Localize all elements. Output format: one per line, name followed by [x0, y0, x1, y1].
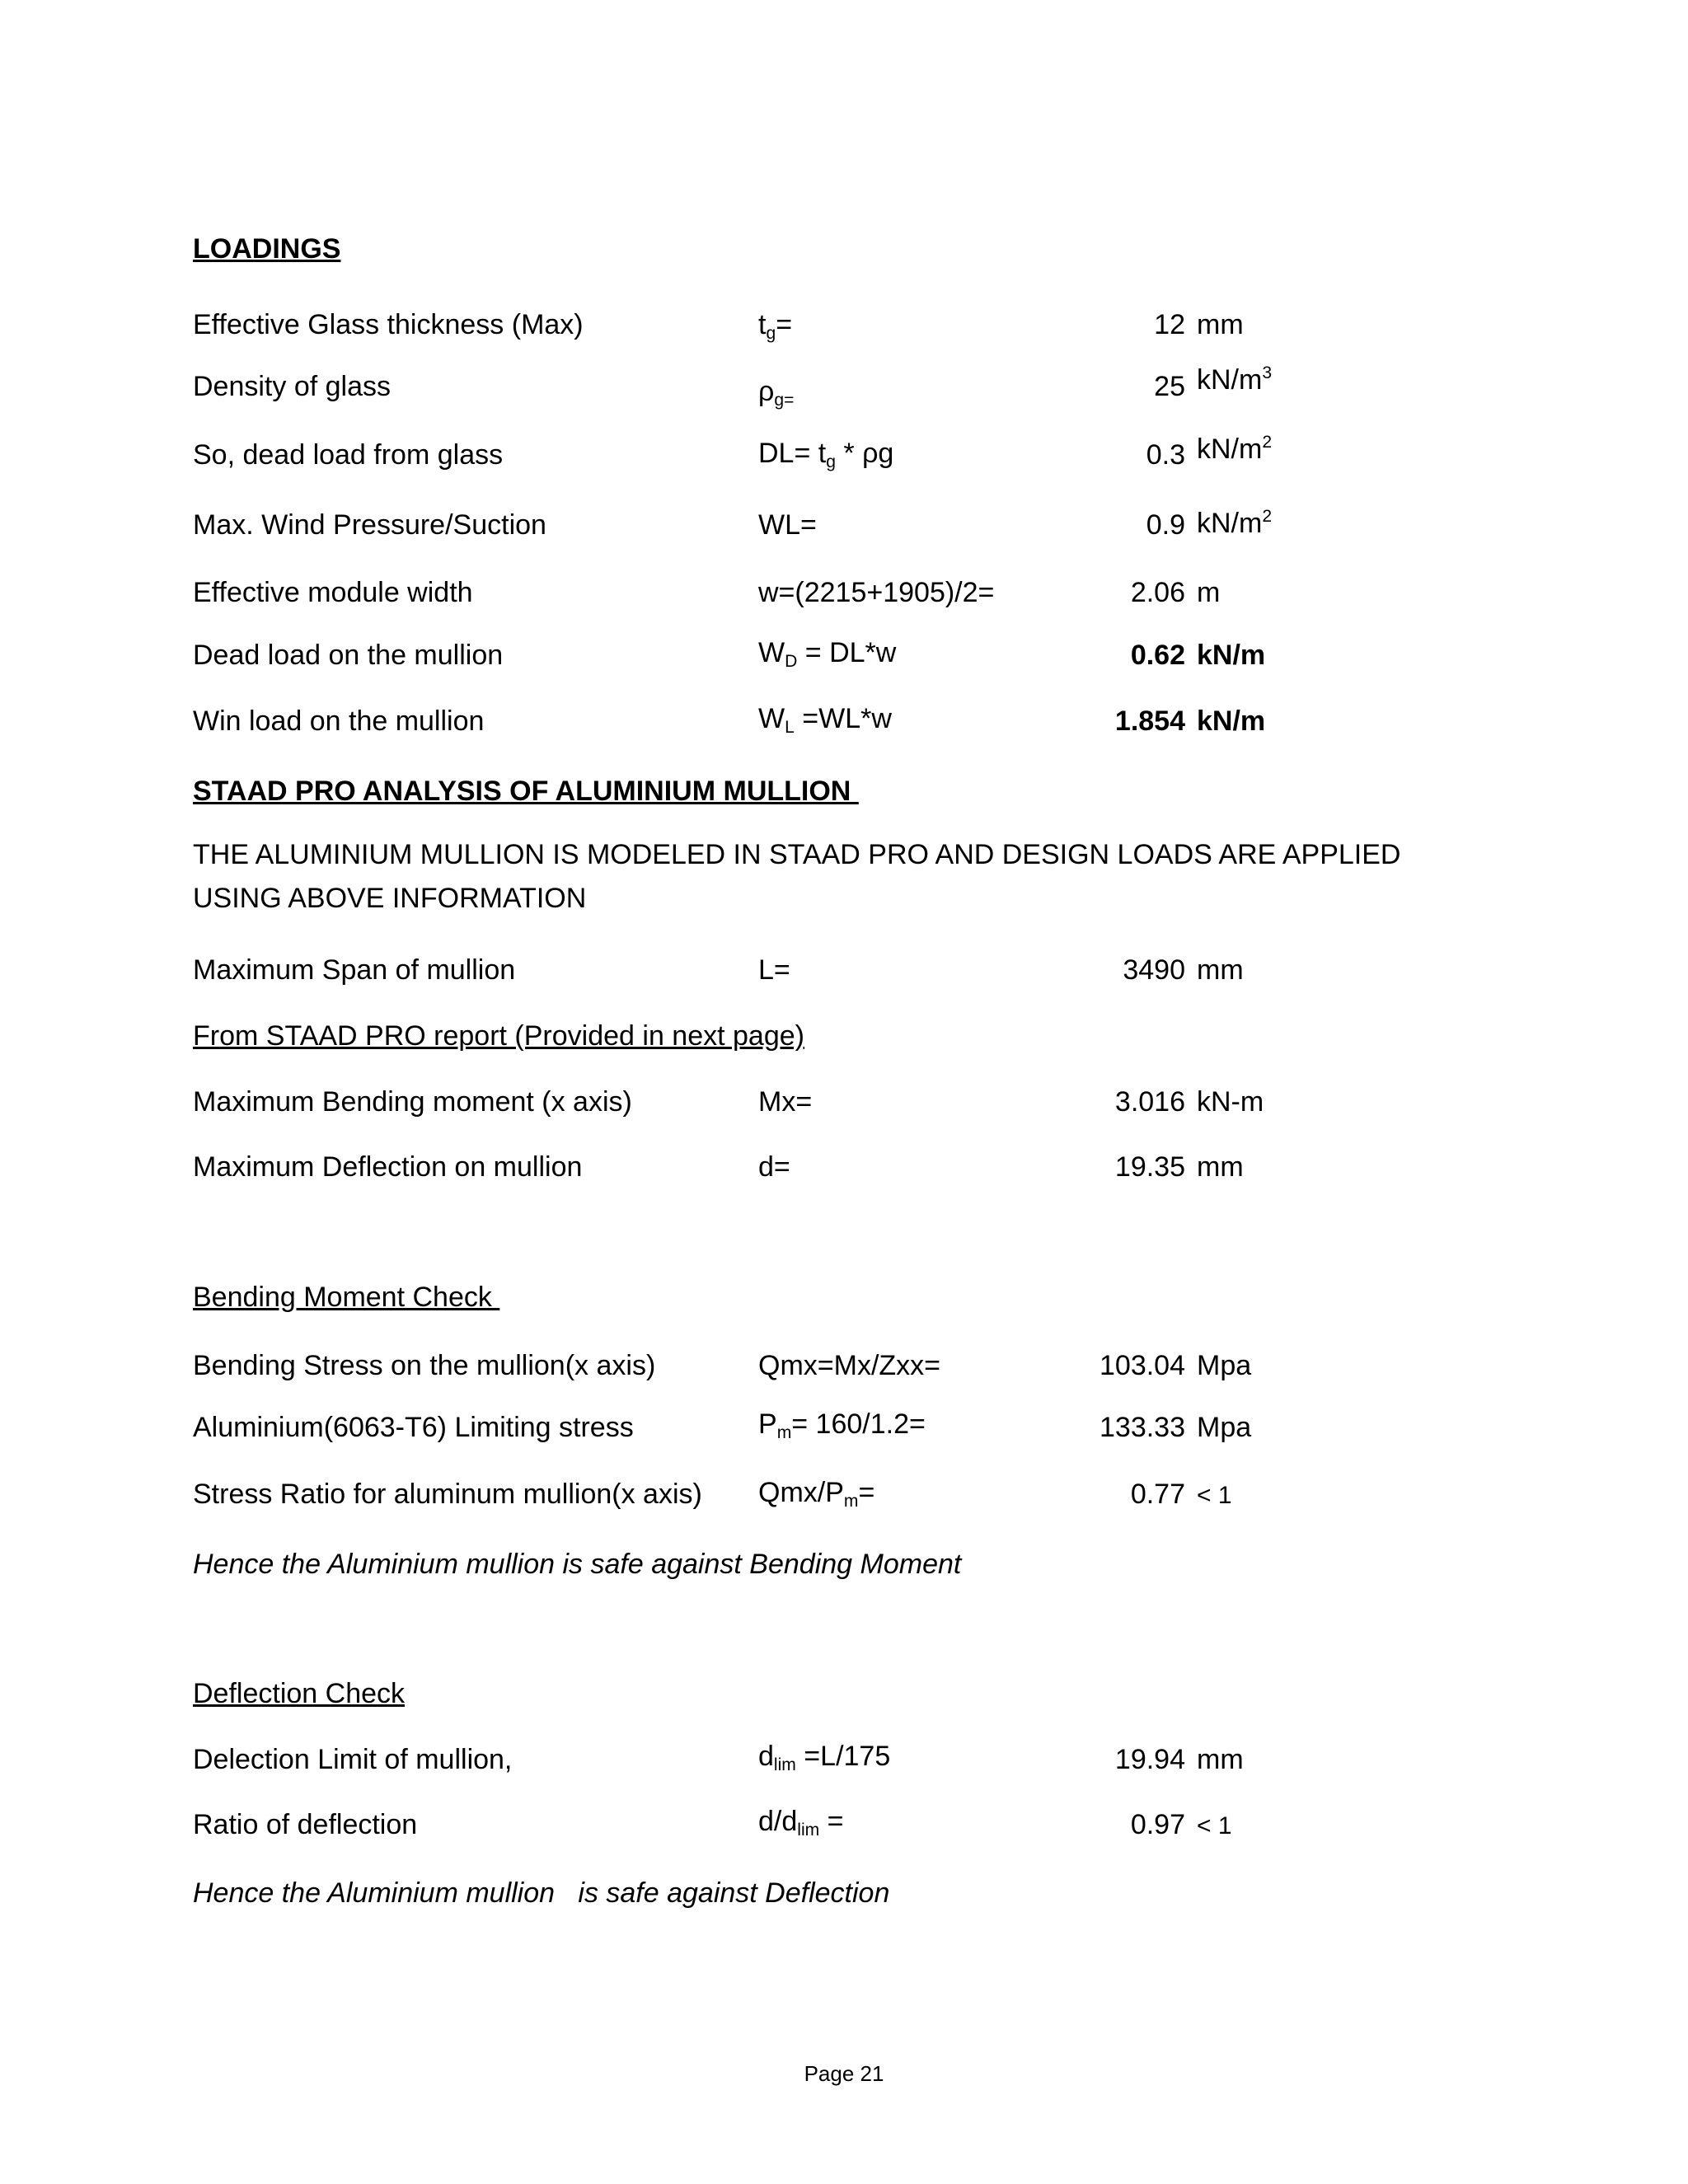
value-wind-pressure: 0.9	[1146, 509, 1185, 541]
value-glass-density: 25	[1154, 371, 1185, 402]
symbol-wind-load-mullion: $W_L =WL*w$	[758, 703, 892, 737]
page-number: Page 21	[804, 2061, 884, 2086]
value-max-deflection: 19.35	[1114, 1151, 1185, 1183]
symbol-wind-pressure: WL=	[758, 509, 817, 541]
bending-check-heading: Bending Moment Check	[193, 1282, 500, 1313]
unit-limiting-stress: Mpa	[1197, 1412, 1252, 1443]
label-dead-load-mullion: Dead load on the mullion	[193, 640, 504, 671]
value-glass-thickness: 12	[1154, 309, 1185, 340]
unit-deflection-limit: mm	[1197, 1744, 1244, 1775]
symbol-bending-moment: Mx=	[758, 1086, 813, 1118]
label-wind-load-mullion: Win load on the mullion	[193, 705, 485, 737]
value-dead-load-glass: 0.3	[1146, 439, 1185, 471]
label-bending-moment: Maximum Bending moment (x axis)	[193, 1086, 632, 1118]
staad-report-reference: From STAAD PRO report (Provided in next page)	[193, 1020, 804, 1052]
value-span: 3490	[1123, 954, 1185, 986]
label-span: Maximum Span of mullion	[193, 954, 516, 986]
symbol-module-width: w=(2215+1905)/2=	[758, 577, 995, 608]
unit-glass-thickness: mm	[1197, 309, 1244, 340]
unit-wind-load-mullion: kN/m	[1197, 705, 1266, 737]
label-glass-thickness: Effective Glass thickness (Max)	[193, 309, 584, 340]
unit-dead-load-mullion: kN/m	[1197, 640, 1266, 671]
staad-heading: STAAD PRO ANALYSIS OF ALUMINIUM MULLION	[193, 776, 859, 807]
symbol-glass-density: $\rho_{g=}$	[758, 376, 795, 410]
unit-stress-ratio: < 1	[1197, 1482, 1232, 1509]
label-wind-pressure: Max. Wind Pressure/Suction	[193, 509, 546, 541]
unit-bending-moment: kN-m	[1197, 1086, 1264, 1118]
symbol-bending-stress: Qmx=Mx/Zxx=	[758, 1350, 941, 1381]
deflection-check-heading: Deflection Check	[193, 1678, 406, 1709]
value-bending-moment: 3.016	[1114, 1086, 1185, 1118]
label-bending-stress: Bending Stress on the mullion(x axis)	[193, 1350, 656, 1381]
symbol-deflection-ratio: $d/d_{lim}$ =	[758, 1806, 844, 1840]
symbol-dead-load-mullion: $W_D = DL*w$	[758, 637, 897, 671]
value-deflection-ratio: 0.97	[1130, 1809, 1185, 1840]
label-stress-ratio: Stress Ratio for aluminum mullion(x axis)	[193, 1479, 702, 1510]
deflection-conclusion: Hence the Aluminium mullion is safe against Deflection	[193, 1877, 890, 1909]
value-dead-load-mullion: 0.62	[1130, 640, 1185, 671]
symbol-limiting-stress: $P_m= 160/1.2=$	[758, 1408, 926, 1442]
unit-max-deflection: mm	[1197, 1151, 1244, 1183]
symbol-span: L=	[758, 954, 790, 986]
symbol-deflection-limit: $d_{lim} =L/175$	[758, 1741, 891, 1774]
label-dead-load-glass: So, dead load from glass	[193, 439, 504, 471]
bending-conclusion: Hence the Aluminium mullion is safe against Bending Moment	[193, 1549, 962, 1580]
symbol-glass-thickness: $t_g=$	[758, 309, 793, 343]
label-max-deflection: Maximum Deflection on mullion	[193, 1151, 583, 1183]
value-deflection-limit: 19.94	[1114, 1744, 1185, 1775]
value-module-width: 2.06	[1130, 577, 1185, 608]
unit-deflection-ratio: < 1	[1197, 1812, 1232, 1840]
label-module-width: Effective module width	[193, 577, 473, 608]
value-bending-stress: 103.04	[1100, 1350, 1185, 1381]
unit-bending-stress: Mpa	[1197, 1350, 1252, 1381]
label-glass-density: Density of glass	[193, 371, 391, 402]
value-stress-ratio: 0.77	[1130, 1479, 1185, 1510]
value-limiting-stress: 133.33	[1100, 1412, 1185, 1443]
label-deflection-limit: Delection Limit of mullion,	[193, 1744, 513, 1775]
loadings-heading: LOADINGS	[193, 233, 341, 265]
symbol-dead-load-glass: $DL= t_g * \rho g$	[758, 438, 894, 471]
label-limiting-stress: Aluminium(6063-T6) Limiting stress	[193, 1412, 634, 1443]
unit-module-width: m	[1197, 577, 1221, 608]
unit-glass-density: $kN/m^3$	[1197, 363, 1273, 396]
unit-wind-pressure: $kN/m^2$	[1197, 506, 1273, 539]
unit-span: mm	[1197, 954, 1244, 986]
value-wind-load-mullion: 1.854	[1114, 705, 1185, 737]
symbol-max-deflection: d=	[758, 1151, 790, 1183]
symbol-stress-ratio: Qmx/$P_m=$	[758, 1477, 875, 1511]
unit-dead-load-glass: $kN/m^2$	[1197, 432, 1273, 465]
label-deflection-ratio: Ratio of deflection	[193, 1809, 418, 1840]
staad-paragraph: THE ALUMINIUM MULLION IS MODELED IN STAAD PRO AND DESIGN LOADS ARE APPLIED USING ABOVE INFORMATION	[193, 839, 1401, 914]
